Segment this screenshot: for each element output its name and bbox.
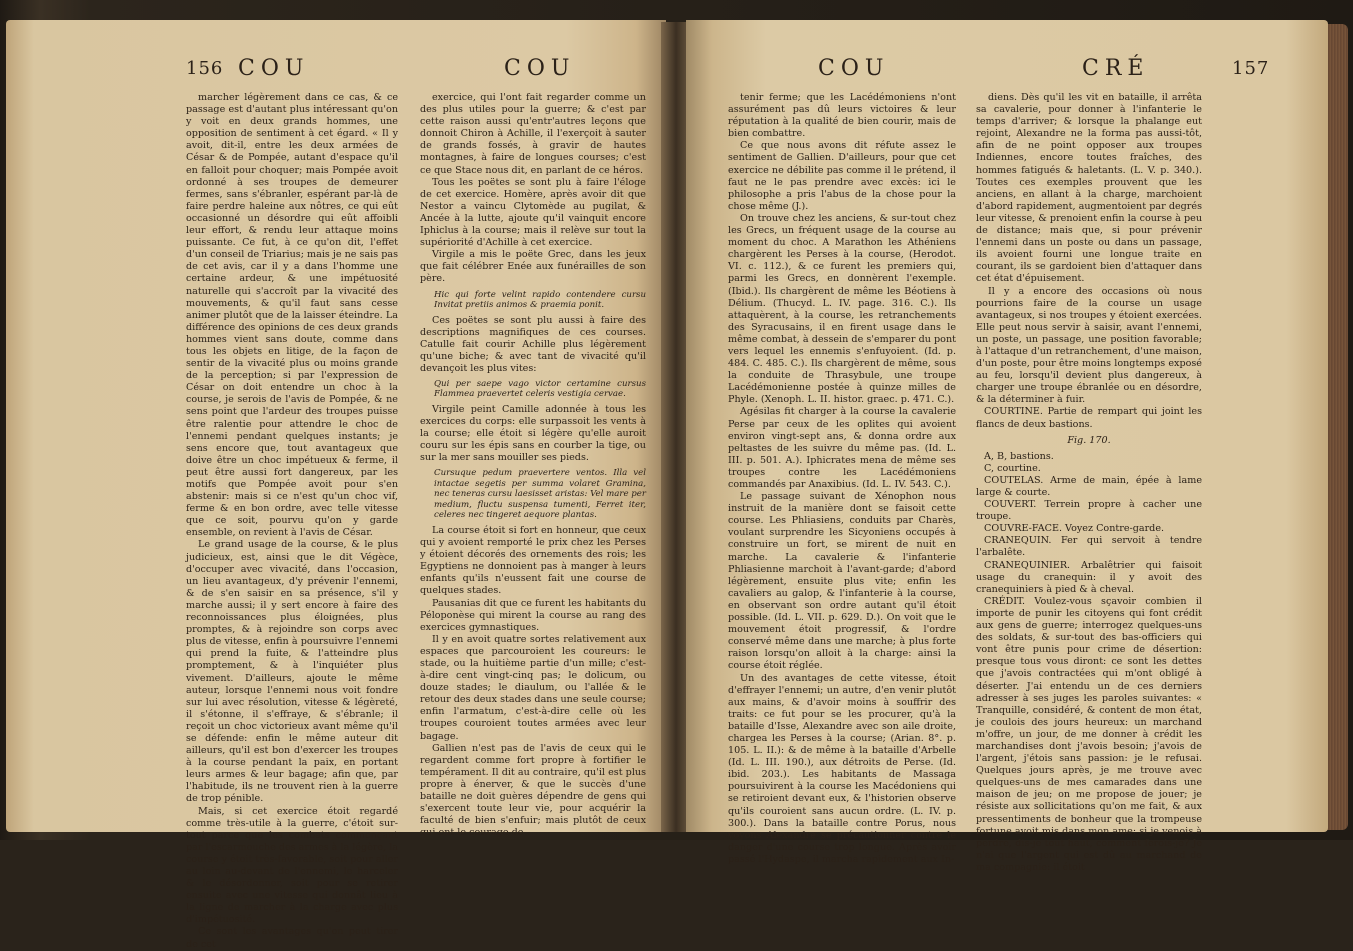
paragraph: Ces poëtes se sont plu aussi à faire des descriptions magnifiques de ces courses. Catulle fait courir Achille plus légèrement qu'une biche; & avec tant de vivacité qu'il devançoit les plus vites:	[420, 314, 646, 374]
paragraph: marcher légèrement dans ce cas, & ce passage est d'autant plus intéressant qu'on y voit en deux grands hommes, une opposition de sentiment à cet égard. « Il y avoit, dit-il, entre les deux armées de César & de Pompée, autant d'espace qu'il en falloit pour choquer; mais Pompée avoit ordonné à ses troupes de demeurer fermes, sans s'ébranler, espérant par-là de faire perdre haleine aux nôtres, ce qui eût occasionné un désordre qui eût affoibli leur effort, & rendu leur attaque moins puissante. Ce fut, à ce qu'on dit, l'effet d'un conseil de Triarius; mais je ne sais pas de cet avis, car il y a dans l'homme une certaine ardeur, & une impétuosité naturelle qui s'accroît par la vivacité des mouvements, & qu'il faut sans cesse animer plutôt que de la laisser éteindre. La différence des opinions de ces deux grands hommes vient sans doute, comme dans tous les objets en litige, de la façon de sentir de la vivacité plus ou moins grande de la perception; si par l'expression de César on doit entendre un choc à la course, je serois de l'avis de Pompée, & ne sens point que l'ardeur des troupes puisse être ralentie pour attendre le choc de l'ennemi pendant quelques instants; je sens encore que, tout avantageux que doive être un choc impétueux & ferme, il peut être aussi fort dangereux, par les motifs que Pompée avoit pour s'en abstenir: mais si ce n'est qu'un choc vif, ferme & en bon ordre, avec telle vitesse que ce soit, pourvu qu'on y garde ensemble, on revient à l'avis de César.	[186, 92, 398, 539]
paragraph: Il y en avoit quatre sortes relativement aux espaces que parcouroient les coureurs: le stade, ou la huitième partie d'un mille; c'est-à-dire cent vingt-cinq pas; le dolicum, ou douze stades; le diaulum, ou l'allée & le retour des deux stades dans une seule course; enfin l'armatum, c'est-à-dire celle où les troupes couroient toutes armées avec leur bagage.	[420, 633, 646, 742]
left-page	[6, 20, 666, 950]
dictionary-entry: COUVERT. Terrein propre à cacher une troupe.	[976, 499, 1202, 523]
paragraph: exercice, qui l'ont fait regarder comme un des plus utiles pour la guerre; & c'est par cette raison aussi qu'entr'autres leçons que donnoit Chiron à Achille, il l'exerçoit à sauter de grands fossés, à gravir de hautes montagnes, à faire de longues courses; c'est ce que Stace nous dit, en parlant de ce héros.	[420, 92, 646, 176]
paragraph: Mais, si cet exercice étoit regardé comme très-utile à la guerre, c'étoit sur-tout parce que les combats commençant par l'escarmouche des armes à la légère, la course y étoit très-favorable, soit pour aller au loin au-devant de l'ennemi, le harceler & le désordonner, soit pour se retirer ensuite avec une vitesse qui donnât lieu à la ligne de marcher à la charge avec plus d'impétuosité.	[186, 805, 398, 926]
page-number-left: 156	[186, 58, 224, 79]
paragraph: Tous les poëtes se sont plu à faire l'éloge de cet exercice. Homère, après avoir dit que Nestor a vaincu Clytomède au pugilat, & Ancée à la lutte, ajoute qu'il vainquit encore Iphiclus à la course; mais il relève sur tout la supériorité d'Achille à cet exercice.	[420, 176, 646, 249]
right-page-column-2	[976, 92, 1202, 873]
dictionary-entry: A, B, bastions.	[984, 450, 1054, 462]
paragraph: Ce sont les avantages qu'on peut tirer de cet	[186, 926, 398, 950]
dictionary-entry: CRÉDIT. Voulez-vous sçavoir combien il importe de punir les citoyens qui font crédit aux gens de guerre; interrogez quelques-uns des soldats, & sur-tout des bas-officiers qui vont être punis pour crime de désertion: presque tous vous diront: ce sont les dettes que j'avois contractées qui m'ont obligé à déserter. J'ai entendu un de ces derniers adresser à ses juges les paroles suivantes: « Tranquille, considéré, & content de mon état, je coulois des jours heureux: un marchand m'offre, un jour, de me donner à crédit les marchandises dont j'avois besoin; j'avois de l'argent, j'étois sans passion: je le refusai. Quelques jours après, je me trouve avec quelques-uns de mes camarades dans une maison de jeu; on me propose de jouer; je résiste aux sollicitations qu'on me fait, & aux pressentiments de bonheur que la trompeuse fortune avoit mis dans mon ame: si je venois à perdre, dis-je tout haut, comment ferois-je? Je n'ai que l'argent qui est dû au marchand de ma compagnie: il étoit	[976, 595, 1202, 873]
dictionary-entry: CRANEQUINIER. Arbalêtrier qui faisoit usage du cranequin: il y avoit des cranequiniers à pied & à cheval.	[976, 559, 1202, 595]
book-spread	[6, 8, 1346, 950]
page-number-right: 157	[1232, 58, 1270, 79]
running-head-right-col: COU	[504, 56, 576, 81]
running-head-left-col: COU	[238, 56, 310, 81]
paragraph: tenir ferme; que les Lacédémoniens n'ont assurément pas dû leurs victoires & leur réputation à la qualité de bien courir, mais de bien combattre.	[728, 92, 956, 140]
paragraph: Virgile peint Camille adonnée à tous les exercices du corps: elle surpassoit les vents à la course; elle étoit si légère qu'elle auroit couru sur les épis sans en courber la tige, ou sur la mer sans mouiller ses pieds.	[420, 403, 646, 464]
left-page-column-2	[420, 92, 646, 839]
dictionary-entry: COUVRE-FACE. Voyez Contre-garde.	[984, 523, 1165, 535]
latin-verse: Qui per saepe vago victor certamine cursus Flammea praevertet celeris vestigia cervae.	[434, 378, 646, 400]
paragraph: Agésilas fit charger à la course la cavalerie Perse par ceux de les oplites qui avoient environ vingt-sept ans, & donna ordre aux peltastes de les suivre du même pas. (Id. L. III. p. 501. A.). Iphicrates mena de même ses troupes contre les Lacédémoniens commandés par Anaxibius. (Id. L. IV. 543. C.).	[728, 406, 956, 490]
dictionary-entry: COUTELAS. Arme de main, épée à lame large & courte.	[976, 474, 1202, 498]
page-edges	[1326, 24, 1348, 830]
paragraph: Un des avantages de cette vitesse, étoit d'effrayer l'ennemi; un autre, d'en venir plutôt aux mains, & d'avoir moins à souffrir des traits: ce fut pour se les procurer, qu'à la bataille d'Isse, Alexandre avec son aile droite, chargea les Perses à la course; (Arian. 8°. p. 105. L. II.): & de même à la bataille d'Arbelle (Id. L. III. 190.), aux détroits de Perse. (Id. ibid. 203.). Les habitants de Massaga poursuivirent à la course les Macédoniens qui se retiroient devant eux, & l'historien observe qu'ils couroient sans aucun ordre. (L. IV. p. 300.). Dans la bataille contre Porus, nous voyons Alexandre se précautionner contre le danger d'une course trop longue. Après avoir passé l'Hydaspe, il marcha rapidement aux In-	[728, 672, 956, 865]
paragraph: Ce que nous avons dit réfute assez le sentiment de Gallien. D'ailleurs, pour que cet exercice ne débilite pas comme il le prétend, il faut ne le pas prendre avec excès: ici le philosophe a pris l'abus de la chose pour la chose même (J.).	[728, 140, 956, 212]
paragraph: Pausanias dit que ce furent les habitants du Péloponèse qui mirent la course au rang des exercices gymnastiques.	[420, 597, 646, 633]
latin-verse: Cursuque pedum praevertere ventos. Illa vel intactae segetis per summa volaret Gramina, nec teneras cursu laesisset aristas: Vel mare per medium, fluctu suspensa tumenti, Ferret iter, celeres nec tingeret aequore plantas.	[434, 468, 646, 521]
paragraph: Virgile a mis le poëte Grec, dans les jeux que fait célébrer Enée aux funérailles de son père.	[420, 249, 646, 285]
dictionary-entry: COURTINE. Partie de rempart qui joint les flancs de deux bastions.	[976, 406, 1202, 430]
paragraph: Il y a encore des occasions où nous pourrions faire de la course un usage avantageux, si nos troupes y étoient exercées. Elle peut nous servir à saisir, avant l'ennemi, un poste, un passage, une position favorable; à l'attaque d'un retranchement, d'une maison, d'un poste, pour être moins longtemps exposé au feu, lorsqu'il devient plus dangereux, à charger une troupe ébranlée ou en désordre, & la déterminer à fuir.	[976, 285, 1202, 406]
dictionary-entry: C, courtine.	[984, 462, 1041, 474]
running-head-right-col: CRÉ	[1082, 56, 1150, 81]
latin-verse: Hic qui forte velint rapido contendere cursu Invitat pretiis animos & praemia ponit.	[434, 289, 646, 310]
right-page	[686, 20, 1328, 873]
figure-caption: Fig. 170.	[1067, 434, 1111, 446]
running-head-left-col: COU	[818, 56, 890, 81]
dictionary-entry: CRANEQUIN. Fer qui servoit à tendre l'arbalête.	[976, 535, 1202, 559]
paragraph: Le passage suivant de Xénophon nous instruit de la manière dont se faisoit cette course. Les Phliasiens, conduits par Charès, voulant surprendre les Sicyoniens occupés à construire un fort, se mirent de nuit en marche. La cavalerie & l'infanterie Phliasienne marchoit à l'avant-garde; d'abord légèrement, ensuite plus vite; enfin les cavaliers au galop, & l'infanterie à la course, en observant son ordre autant qu'il étoit possible. (Id. L. VII. p. 629. D.). On voit que le mouvement étoit progressif, & l'ordre conservé même dans une marche; à plus forte raison lorsqu'on alloit à la charge: ainsi la course étoit réglée.	[728, 491, 956, 672]
right-page-column-1	[728, 92, 956, 865]
left-page-column-1	[186, 92, 398, 950]
paragraph: La course étoit si fort en honneur, que ceux qui y avoient remporté le prix chez les Perses y étoient décorés des ornements des rois; les Egyptiens ne donnoient pas à manger à leurs enfants qu'ils n'eussent fait une course de quelques stades.	[420, 524, 646, 597]
paragraph: Le grand usage de la course, & le plus judicieux, est, ainsi que le dit Végèce, d'occuper avec vivacité, dans l'occasion, un lieu avantageux, d'y prévenir l'ennemi, & de s'en saisir en sa présence, s'il y marche aussi; il y sert encore à faire des reconnoissances plus éloignées, plus promptes, & à rejoindre son corps avec plus de vitesse, enfin à poursuivre l'ennemi qui prend la fuite, & l'atteindre plus promptement, & à l'inquiéter plus vivement. D'ailleurs, ajoute le même auteur, lorsque l'ennemi nous voit fondre sur lui avec résolution, vitesse & légèreté, il s'étonne, il s'effraye, & s'ébranle; il reçoit un choc victorieux avant même qu'il se défende: enfin le même auteur dit ailleurs, qu'il est bon d'exercer les troupes à la course pendant la paix, en portant leurs armes & leur bagage; afin que, par l'habitude, ils ne trouvent rien à la guerre de trop pénible.	[186, 539, 398, 805]
paragraph: On trouve chez les anciens, & sur-tout chez les Grecs, un fréquent usage de la course au moment du choc. A Marathon les Athéniens chargèrent les Perses à la course, (Herodot. VI. c. 112.), & ce furent les premiers qui, parmi les Grecs, en donnèrent l'exemple. (Ibid.). Ils chargèrent de même les Béotiens à Délium. (Thucyd. L. IV. page. 316. C.). Ils attaquèrent, à la course, les retranchements des Syracusains, il en firent usage dans le même combat, à dessein de s'emparer du pont vers lequel les ennemis s'enfuyoient. (Id. p. 484. C. 485. C.). Ils chargèrent de même, sous la conduite de Thrasybule, une troupe Lacédémonienne postée à quinze milles de Phyle. (Xenoph. L. II. histor. graec. p. 471. C.).	[728, 212, 956, 406]
paragraph: diens. Dès qu'il les vit en bataille, il arrêta sa cavalerie, pour donner à l'infanterie le temps d'arriver; & lorsque la phalange eut rejoint, Alexandre ne la forma pas aussi-tôt, afin de ne point opposer aux troupes Indiennes, encore toutes fraîches, des hommes fatigués & haletants. (L. V. p. 340.). Toutes ces exemples prouvent que les anciens, en allant à la charge, marchoient d'abord rapidement, augmentoient par degrés leur vitesse, & prenoient enfin la course à peu de distance; mais que, si pour prévenir l'ennemi dans un poste ou dans un passage, ils avoient fourni une longue traite en courant, ils se gardoient bien d'attaquer dans cet état d'épuisement.	[976, 92, 1202, 285]
paragraph: Gallien n'est pas de l'avis de ceux qui le regardent comme fort propre à fortifier le tempérament. Il dit au contraire, qu'il est plus propre à énerver, & que le succès d'une bataille ne doit guères dépendre de gens qui s'exercent toute leur vie, pour acquérir la faculté de bien s'enfuir; mais plutôt de ceux qui ont le courage de	[420, 742, 646, 839]
